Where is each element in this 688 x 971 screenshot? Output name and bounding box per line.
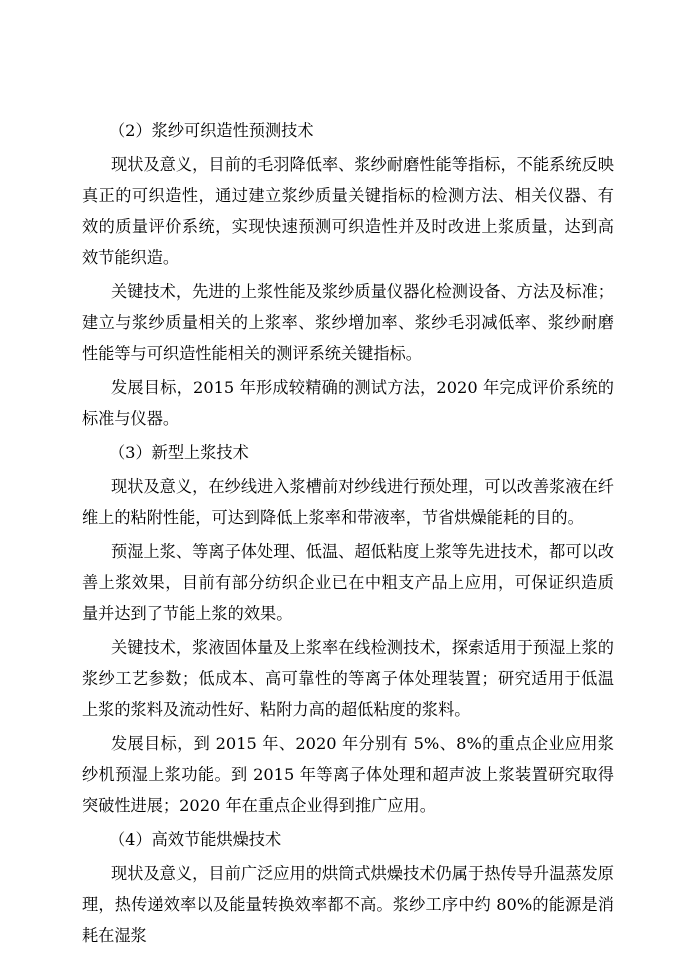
document-body — [82, 115, 614, 954]
section-heading-3: （3）新型上浆技术 — [109, 443, 249, 462]
paragraph-3-key-tech: 关键技术，浆液固体量及上浆率在线检测技术，探索适用于预湿上浆的浆纱工艺参数；低成本、高可靠性的等离子体处理装置；研究适用于低温上浆的浆料及流动性好、粘附力高的超低粘度的浆料。 — [82, 638, 614, 719]
paragraph-2-status: 现状及意义，目前的毛羽降低率、浆纱耐磨性能等指标，不能系统反映真正的可织造性，通过建立浆纱质量关键指标的检测方法、相关仪器、有效的质量评价系统，实现快速预测可织造性并及时改进上浆质量，达到高效节能织造。 — [82, 155, 614, 267]
paragraph-2-goal: 发展目标，2015 年形成较精确的测试方法，2020 年完成评价系统的标准与仪器。 — [82, 378, 614, 428]
paragraph-3-prewet: 预湿上浆、等离子体处理、低温、超低粘度上浆等先进技术，都可以改善上浆效果，目前有部分纺织企业已在中粗支产品上应用，可保证织造质量并达到了节能上浆的效果。 — [82, 542, 614, 623]
section-heading-4: （4）高效节能烘燥技术 — [109, 830, 282, 849]
paragraph-2-key-tech: 关键技术，先进的上浆性能及浆纱质量仪器化检测设备、方法及标准；建立与浆纱质量相关的上浆率、浆纱增加率、浆纱毛羽减低率、浆纱耐磨性能等与可织造性能相关的测评系统关键指标。 — [82, 282, 614, 363]
paragraph-4-status: 现状及意义，目前广泛应用的烘筒式烘燥技术仍属于热传导升温蒸发原理，热传递效率以及能量转换效率都不高。浆纱工序中约 80%的能源是消耗在湿浆 — [82, 864, 614, 945]
paragraph-3-status: 现状及意义，在纱线进入浆槽前对纱线进行预处理，可以改善浆液在纤维上的粘附性能，可达到降低上浆率和带液率，节省烘燥能耗的目的。 — [82, 477, 614, 527]
section-heading-2: （2）浆纱可织造性预测技术 — [109, 121, 314, 140]
paragraph-3-goal: 发展目标，到 2015 年、2020 年分别有 5%、8%的重点企业应用浆纱机预湿上浆功能。到 2015 年等离子体处理和超声波上浆装置研究取得突破性进展；2020 年在重点企业得到推广应用。 — [82, 734, 614, 815]
